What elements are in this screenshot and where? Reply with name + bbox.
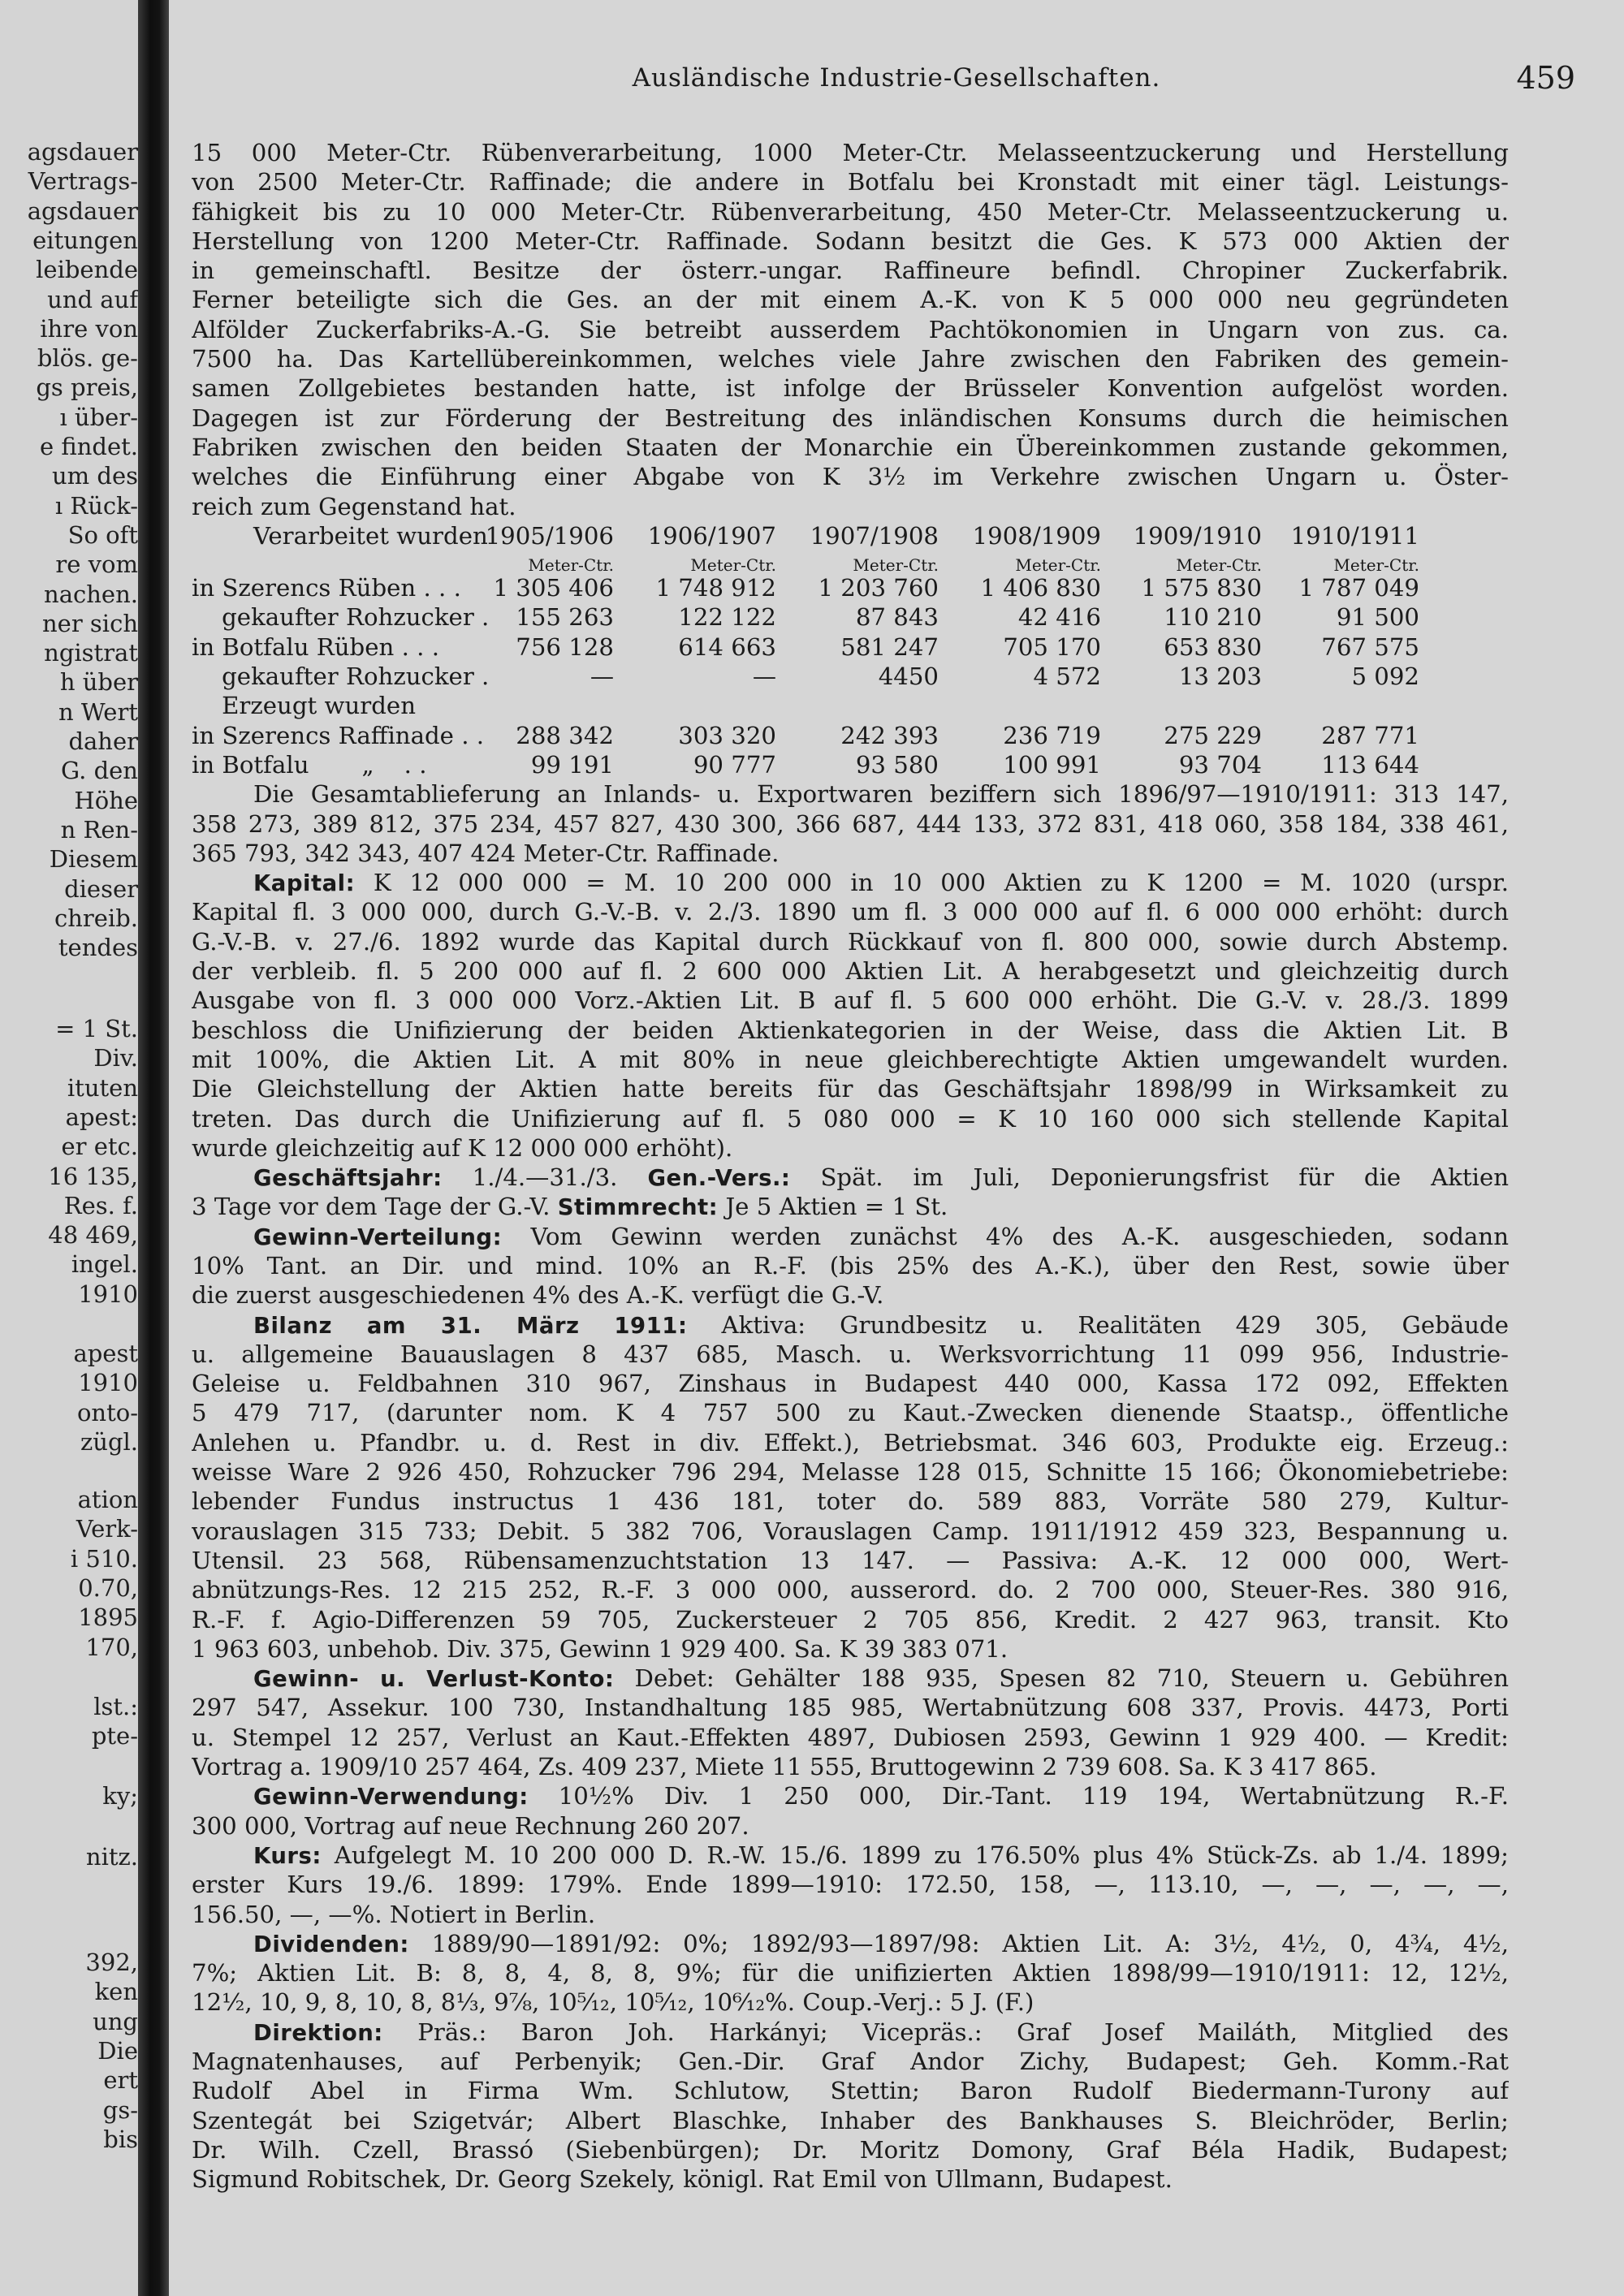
- text-line: [192, 1163, 1509, 1192]
- intro-paragraph: [192, 138, 1509, 521]
- line-text: Debet: Gehälter 188 935, Spesen 82 710, Steuern u. Gebühren: [634, 1664, 1509, 1693]
- kurs-section: [192, 1841, 1509, 1929]
- line-text: fähigkeit bis zu 10 000 Meter-Ctr. Rübenverarbeitung, 450 Meter-Ctr. Melasseentzuckerung u.: [192, 197, 1509, 226]
- text-line: [192, 2164, 1509, 2194]
- margin-fragment: Verk-: [76, 1515, 138, 1543]
- page: [169, 0, 1624, 2296]
- line-text: Vortrag a. 1909/10 257 464, Zs. 409 237, Miete 11 555, Bruttogewinn 2 739 608. Sa. K 3 417 865.: [192, 1753, 1377, 1781]
- text-line: [192, 1428, 1509, 1457]
- year-header: 1910/1911: [1290, 521, 1419, 550]
- text-line: [192, 1781, 1509, 1810]
- line-text: Aktiva: Grundbesitz u. Realitäten 429 305, Gebäude: [721, 1310, 1509, 1339]
- table-cell: 653 830: [1164, 632, 1262, 661]
- margin-fragment: Diesem: [49, 845, 138, 874]
- line-text: 1889/90—1891/92: 0%; 1892/93—1897/98: Aktien Lit. A: 3½, 4½, 0, 4¾, 4½,: [431, 1929, 1509, 1957]
- margin-fragment: Die: [97, 2036, 138, 2065]
- table-cell: 1 787 049: [1298, 574, 1419, 602]
- margin-fragment: ingel.: [71, 1250, 138, 1279]
- text-line: [192, 227, 1509, 256]
- margin-fragment: agsdauer: [27, 138, 138, 166]
- line-text: Sigmund Robitschek, Dr. Georg Szekely, königl. Rat Emil von Ullmann, Budapest.: [192, 2165, 1173, 2194]
- stimmrecht-text: Je 5 Aktien = 1 St.: [725, 1193, 948, 1221]
- direktion-section: [192, 2018, 1509, 2195]
- margin-fragment: leibende: [36, 256, 138, 284]
- text-line: [192, 868, 1509, 897]
- line-text: 300 000, Vortrag auf neue Rechnung 260 207.: [192, 1811, 749, 1840]
- text-line: [192, 344, 1509, 373]
- line-text: 156.50, —, —%. Notiert in Berlin.: [192, 1900, 596, 1928]
- margin-fragment: nachen.: [44, 580, 138, 608]
- line-text: Dr. Wilh. Czell, Brassó (Siebenbürgen); Dr. Moritz Domony, Graf Béla Hadik, Budapest;: [192, 2135, 1509, 2164]
- table-cell: 4450: [878, 662, 939, 691]
- text-line: [192, 1074, 1509, 1103]
- page-header: [169, 60, 1624, 104]
- book-gutter: [138, 0, 169, 2296]
- line-text: Kapital fl. 3 000 000, durch G.-V.-B. v. 2./3. 1890 um fl. 3 000 000 auf fl. 6 000 000 erhöht: durch: [192, 898, 1509, 926]
- margin-fragment: agsdauer: [27, 196, 138, 225]
- table-cell: 1 748 912: [655, 574, 776, 602]
- text-line: [192, 2076, 1509, 2105]
- table-cell: 42 416: [1017, 603, 1101, 632]
- margin-fragment: 1910: [78, 1280, 138, 1308]
- line-text: 358 273, 389 812, 375 234, 457 827, 430 300, 366 687, 444 133, 372 831, 418 060, 358 184, 338 461,: [192, 809, 1509, 838]
- text-line: [192, 927, 1509, 956]
- text-line: [192, 2135, 1509, 2164]
- margin-fragment: e findet.: [40, 433, 138, 460]
- text-line: [192, 1929, 1509, 1958]
- line-text: samen Zollgebietes bestanden hatte, ist infolge der Brüsseler Konvention aufgelöst worden.: [192, 374, 1509, 403]
- text-line: [192, 1045, 1509, 1074]
- margin-fragment: zügl.: [80, 1427, 138, 1456]
- margin-fragment: tendes: [58, 934, 138, 962]
- table-cell: 1 406 830: [980, 574, 1101, 602]
- margin-fragment: 1895: [78, 1603, 138, 1632]
- line-text: u. Stempel 12 257, Verlust an Kaut.-Effekten 4897, Dubiosen 2593, Gewinn 1 929 400. — Kredit:: [192, 1723, 1509, 1751]
- year-header: 1905/1906: [485, 521, 614, 550]
- geschaeftsjahr-section: [192, 1163, 1509, 1222]
- page-number: 459: [1516, 60, 1575, 96]
- margin-fragment: n Ren-: [60, 815, 138, 844]
- text-line: [192, 779, 1509, 809]
- text-line: [192, 492, 1509, 521]
- gen-vers-text: Spät. im Juli, Deponierungsfrist für die Aktien: [820, 1163, 1509, 1192]
- text-line: [192, 373, 1509, 403]
- table-row: [192, 632, 1509, 662]
- margin-fragment: 16 135,: [48, 1162, 138, 1190]
- geschaeftsjahr-text: 1./4.—31./3.: [472, 1163, 618, 1192]
- table-cell: 1 203 760: [818, 574, 939, 602]
- text-line: [192, 1016, 1509, 1045]
- text-line: [192, 1811, 1509, 1841]
- line-text: R.-F. f. Agio-Differenzen 59 705, Zuckersteuer 2 705 856, Kredit. 2 427 963, transit. Kto: [192, 1605, 1509, 1634]
- line-text: u. allgemeine Bauauslagen 8 437 685, Masch. u. Werksvorrichtung 11 099 956, Industrie-: [192, 1340, 1509, 1368]
- margin-fragment: 1910: [78, 1369, 138, 1397]
- text-line: [192, 2106, 1509, 2135]
- line-text: weisse Ware 2 926 450, Rohzucker 796 294, Melasse 128 015, Schnitte 15 166; Ökonomiebetriebe:: [192, 1458, 1509, 1487]
- text-line: [192, 433, 1509, 462]
- margin-fragment: ung: [93, 2007, 138, 2035]
- margin-fragment: bis: [103, 2125, 138, 2153]
- margin-fragment: onto-: [76, 1398, 138, 1426]
- margin-fragment: re vom: [55, 550, 138, 579]
- year-header: 1909/1910: [1133, 521, 1262, 550]
- table-cell: —: [590, 662, 614, 691]
- text-line: [192, 1693, 1509, 1722]
- margin-fragment: 0.70,: [78, 1573, 138, 1602]
- table-cell: 287 771: [1321, 721, 1419, 749]
- line-text: Präs.: Baron Joh. Harkányi; Vicepräs.: Graf Josef Mailáth, Mitglied des: [417, 2018, 1509, 2046]
- table-cell: 1 575 830: [1141, 574, 1262, 602]
- table-cell: 93 580: [855, 750, 939, 779]
- text-line: [192, 138, 1509, 167]
- table-cell: 5 092: [1351, 662, 1419, 691]
- table-cell: 99 191: [530, 750, 614, 779]
- unit-label: Meter-Ctr.: [690, 555, 776, 576]
- line-text: Geleise u. Feldbahnen 310 967, Zinshaus in Budapest 440 000, Kassa 172 092, Effekten: [192, 1370, 1509, 1398]
- text-line: [192, 1634, 1509, 1664]
- text-line: [192, 1487, 1509, 1516]
- gewinn-verwendung-section: [192, 1781, 1509, 1841]
- line-text: Fabriken zwischen den beiden Staaten der Monarchie ein Übereinkommen zustande gekommen,: [192, 433, 1509, 461]
- kurs-label: Kurs:: [253, 1842, 322, 1869]
- text-line: [192, 897, 1509, 926]
- text-line: [192, 256, 1509, 285]
- text-line: [192, 1517, 1509, 1546]
- margin-fragment: n Wert: [58, 697, 138, 726]
- text-line: [192, 839, 1509, 868]
- line-text: Ferner beteiligte sich die Ges. an der mit einem A.-K. von K 5 000 000 neu gegründeten: [192, 286, 1509, 314]
- kapital-section: [192, 868, 1509, 1163]
- text-line: [192, 1222, 1509, 1251]
- gesamtablieferung-paragraph: [192, 779, 1509, 868]
- table-cell: 113 644: [1321, 750, 1419, 779]
- line-text: in gemeinschaftl. Besitze der österr.-ungar. Raffineure befindl. Chropiner Zuckerfabrik.: [192, 257, 1509, 285]
- table-cell: 110 210: [1164, 603, 1262, 632]
- table-cell: 275 229: [1164, 721, 1262, 749]
- unit-label: Meter-Ctr.: [1015, 555, 1101, 576]
- margin-fragment: lst.:: [93, 1693, 138, 1720]
- margin-fragment: gs preis,: [36, 373, 138, 402]
- text-line: [192, 2047, 1509, 2076]
- table-cell: 4 572: [1033, 662, 1101, 691]
- line-text: Die Gleichstellung der Aktien hatte bereits für das Geschäftsjahr 1898/99 in Wirksamkeit zu: [192, 1075, 1509, 1103]
- margin-fragment: ı Rück-: [54, 491, 138, 520]
- line-text: Herstellung von 1200 Meter-Ctr. Raffinade. Sodann besitzt die Ges. K 573 000 Aktien der: [192, 227, 1509, 255]
- line-text: Alfölder Zuckerfabriks-A.-G. Sie betreibt ausserdem Pachtökonomien in Ungarn von zus. ca.: [192, 315, 1509, 343]
- margin-fragment: nitz.: [85, 1843, 138, 1871]
- table-cell: 581 247: [840, 632, 939, 661]
- table-cell: 242 393: [840, 721, 939, 749]
- margin-fragment: apest: [73, 1340, 138, 1367]
- margin-fragment: gs-: [102, 2095, 138, 2124]
- text-line: [192, 956, 1509, 986]
- margin-fragment: i 510.: [70, 1544, 138, 1573]
- table-cell: 122 122: [678, 603, 776, 632]
- table-cell: 236 719: [1003, 721, 1101, 749]
- line-text: Anlehen u. Pfandbr. u. d. Rest in div. Effekt.), Betriebsmat. 346 603, Produkte eig. Erzeug.:: [192, 1428, 1509, 1457]
- margin-fragment: ihre von: [40, 314, 138, 343]
- margin-fragment: Div.: [93, 1044, 138, 1072]
- table-cell: 756 128: [516, 632, 614, 661]
- dividenden-section: [192, 1929, 1509, 2018]
- line-text: Utensil. 23 568, Rübensamenzuchtstation 13 147. — Passiva: A.-K. 12 000 000, Wert-: [192, 1546, 1509, 1574]
- unit-label: Meter-Ctr.: [1333, 555, 1419, 576]
- line-text: mit 100%, die Aktien Lit. A mit 80% in neue gleichberechtigte Aktien umgewandelt wurden.: [192, 1045, 1509, 1073]
- line-text: 1 963 603, unbehob. Div. 375, Gewinn 1 929 400. Sa. K 39 383 071.: [192, 1634, 1009, 1663]
- margin-fragment: eitungen: [32, 226, 138, 254]
- text-line: [192, 1752, 1509, 1781]
- text-line: [192, 1340, 1509, 1369]
- line-text: Dagegen ist zur Förderung der Bestreitung des inländischen Konsums durch die heimischen: [192, 404, 1509, 432]
- table-cell: 614 663: [678, 632, 776, 661]
- text-line: [192, 1900, 1509, 1929]
- unit-label: Meter-Ctr.: [1176, 555, 1262, 576]
- kapital-label: Kapital:: [253, 870, 356, 897]
- text-line: [192, 1723, 1509, 1752]
- text-line: [192, 2018, 1509, 2047]
- line-text: G.-V.-B. v. 27./6. 1892 wurde das Kapital durch Rückkauf von fl. 800 000, sowie durch Abstemp.: [192, 927, 1509, 956]
- line-text: von 2500 Meter-Ctr. Raffinade; die andere in Botfalu bei Kronstadt mit einer tägl. Leistungs-: [192, 168, 1509, 196]
- line-text: 7%; Aktien Lit. B: 8, 8, 4, 8, 8, 9%; für die unifizierten Aktien 1898/99—1910/1911: 12, 12½,: [192, 1959, 1509, 1987]
- bilanz-section: [192, 1310, 1509, 1664]
- text-line: [192, 1546, 1509, 1575]
- guv-label: Gewinn- u. Verlust-Konto:: [253, 1666, 615, 1693]
- line-text: 10½% Div. 1 250 000, Dir.-Tant. 119 194, Wertabnützung R.-F.: [558, 1782, 1509, 1810]
- row-label: gekaufter Rohzucker .: [192, 603, 490, 632]
- margin-fragment: Vertrags-: [28, 167, 138, 196]
- line-text: Rudolf Abel in Firma Wm. Schlutow, Stettin; Baron Rudolf Biedermann-Turony auf: [192, 2077, 1509, 2105]
- table-row: [192, 721, 1509, 750]
- row-label: Erzeugt wurden: [192, 692, 416, 720]
- table-row: [192, 602, 1509, 632]
- text-line: [192, 1104, 1509, 1133]
- table-cell: 705 170: [1003, 632, 1101, 661]
- margin-fragment: chreib.: [54, 904, 138, 932]
- line-text: abnützungs-Res. 12 215 252, R.-F. 3 000 000, ausserord. do. 2 700 000, Steuer-Res. 380 916,: [192, 1576, 1509, 1604]
- page-body: [192, 138, 1509, 2194]
- table-cell: 100 991: [1003, 750, 1101, 779]
- margin-fragment: ation: [77, 1486, 138, 1513]
- margin-fragment: ner sich: [42, 609, 138, 637]
- text-line: [192, 986, 1509, 1015]
- text-line: [192, 167, 1509, 196]
- margin-fragment: er etc.: [61, 1133, 138, 1161]
- line-text: 297 547, Assekur. 100 730, Instandhaltung 185 985, Wertabnützung 608 337, Provis. 4473, Porti: [192, 1694, 1509, 1722]
- text-line: [192, 1133, 1509, 1163]
- gen-vers-label: Gen.-Vers.:: [647, 1165, 791, 1192]
- text-line: [192, 1310, 1509, 1340]
- row-label: gekaufter Rohzucker .: [192, 662, 490, 691]
- year-header: 1906/1907: [647, 521, 776, 550]
- text-line: [192, 1958, 1509, 1987]
- table-cell: 1 305 406: [493, 574, 614, 602]
- margin-fragment: und auf: [47, 285, 138, 313]
- guv-section: [192, 1664, 1509, 1781]
- margin-fragment: dieser: [64, 874, 138, 903]
- line-text: Aufgelegt M. 10 200 000 D. R.-W. 15./6. 1899 zu 176.50% plus 4% Stück-Zs. ab 1./4. 1899;: [334, 1841, 1509, 1869]
- line-text: 7500 ha. Das Kartellübereinkommen, welches viele Jahre zwischen den Fabriken des gemein-: [192, 345, 1509, 373]
- bilanz-label: Bilanz am 31. März 1911:: [253, 1312, 688, 1339]
- table-cell: 288 342: [516, 721, 614, 749]
- table-cell: 13 203: [1178, 662, 1262, 691]
- text-line: [192, 1280, 1509, 1310]
- text-line: [192, 315, 1509, 344]
- unit-row: [192, 550, 1509, 576]
- text-line: [192, 1841, 1509, 1870]
- margin-fragment: Res. f.: [63, 1191, 138, 1219]
- line-text: 365 793, 342 343, 407 424 Meter-Ctr. Raffinade.: [192, 839, 780, 867]
- line-text: der verbleib. fl. 5 200 000 auf fl. 2 600 000 Aktien Lit. A herabgesetzt und gleichzeitig durch: [192, 957, 1509, 986]
- margin-fragment: ituten: [67, 1073, 138, 1102]
- table-cell: 155 263: [516, 603, 614, 632]
- gewinn-verwendung-label: Gewinn-Verwendung:: [253, 1784, 529, 1810]
- text-line: [192, 1369, 1509, 1398]
- table-row: [192, 691, 1509, 720]
- table-cell: 87 843: [855, 603, 939, 632]
- line-text: 12½, 10, 9, 8, 10, 8, 8⅓, 9⅞, 10⁵⁄₁₂, 10⁵⁄₁₂, 10⁶⁄₁₂%. Coup.-Verj.: 5 J. (F.): [192, 1988, 1034, 2017]
- table-cell: 91 500: [1336, 603, 1419, 632]
- previous-page-margin: [0, 0, 138, 2296]
- table-row: [192, 750, 1509, 779]
- stimmrecht-label: Stimmrecht:: [557, 1194, 719, 1221]
- production-table: [192, 521, 1509, 779]
- margin-fragment: 48 469,: [48, 1221, 138, 1249]
- margin-fragment: um des: [51, 462, 138, 490]
- table-cell: 767 575: [1321, 632, 1419, 661]
- margin-fragment: ken: [94, 1978, 138, 2006]
- direktion-label: Direktion:: [253, 2019, 383, 2046]
- table-cell: 303 320: [678, 721, 776, 749]
- text-line: [192, 1457, 1509, 1487]
- table-cell: 93 704: [1178, 750, 1262, 779]
- line-text: erster Kurs 19./6. 1899: 179%. Ende 1899—1910: 172.50, 158, —, 113.10, —, —, —, —, —,: [192, 1871, 1509, 1899]
- year-header: 1908/1909: [972, 521, 1101, 550]
- text-line: [192, 462, 1509, 491]
- margin-fragment: ert: [103, 2066, 138, 2095]
- line-text: Die Gesamtablieferung an Inlands- u. Exportwaren beziffern sich 1896/97—1910/1911: 313 147,: [253, 780, 1509, 809]
- line-text: lebender Fundus instructus 1 436 181, toter do. 589 883, Vorräte 580 279, Kultur-: [192, 1487, 1509, 1516]
- line-text: Szentegát bei Szigetvár; Albert Blaschke, Inhaber des Bankhauses S. Bleichröder, Berlin;: [192, 2106, 1509, 2134]
- unit-label: Meter-Ctr.: [528, 555, 614, 576]
- line-text: K 12 000 000 = M. 10 200 000 in 10 000 Aktien zu K 1200 = M. 1020 (urspr.: [373, 869, 1509, 897]
- gewinn-verteilung-label: Gewinn-Verteilung:: [253, 1224, 503, 1250]
- margin-fragment: ngistrat: [44, 639, 138, 667]
- margin-fragment: pte-: [91, 1722, 138, 1750]
- text-line: [192, 285, 1509, 314]
- line-text: 15 000 Meter-Ctr. Rübenverarbeitung, 1000 Meter-Ctr. Melasseentzuckerung und Herstellung: [192, 139, 1509, 166]
- text-line: [192, 1605, 1509, 1634]
- gewinn-verteilung-section: [192, 1222, 1509, 1310]
- margin-fragment: So oft: [67, 520, 138, 549]
- year-header: 1907/1908: [810, 521, 939, 550]
- gen-vers-text-2: 3 Tage vor dem Tage der G.-V.: [192, 1193, 551, 1221]
- text-line: [192, 1192, 1509, 1221]
- row-label: in Szerencs Rüben . . .: [192, 574, 461, 602]
- text-line: [192, 404, 1509, 433]
- line-text: 10% Tant. an Dir. und mind. 10% an R.-F. (bis 25% des A.-K.), über den Rest, sowie über: [192, 1251, 1509, 1280]
- margin-fragment: ky;: [102, 1782, 138, 1810]
- running-title: Ausländische Industrie-Gesellschaften.: [632, 63, 1161, 93]
- line-text: Ausgabe von fl. 3 000 000 Vorz.-Aktien Lit. B auf fl. 5 600 000 erhöht. Die G.-V. v. 28./3. 1899: [192, 986, 1509, 1015]
- row-label: in Botfalu Rüben . . .: [192, 632, 439, 661]
- row-label: in Szerencs Raffinade . .: [192, 721, 485, 749]
- text-line: [192, 1870, 1509, 1899]
- line-text: 5 479 717, (darunter nom. K 4 757 500 zu Kaut.-Zwecken dienende Staatsp., öffentliche: [192, 1399, 1509, 1427]
- line-text: vorauslagen 315 733; Debit. 5 382 706, Vorauslagen Camp. 1911/1912 459 323, Bespannung u.: [192, 1517, 1509, 1545]
- table-cell: —: [752, 662, 776, 691]
- unit-label: Meter-Ctr.: [853, 555, 939, 576]
- geschaeftsjahr-label: Geschäftsjahr:: [253, 1165, 443, 1192]
- line-text: Magnatenhauses, auf Perbenyik; Gen.-Dir. Graf Andor Zichy, Budapest; Geh. Komm.-Rat: [192, 2048, 1509, 2075]
- line-text: die zuerst ausgeschiedenen 4% des A.-K. verfügt die G.-V.: [192, 1281, 884, 1310]
- line-text: Vom Gewinn werden zunächst 4% des A.-K. ausgeschieden, sodann: [530, 1222, 1509, 1250]
- line-text: beschloss die Unifizierung der beiden Aktienkategorien in der Weise, dass die Aktien Lit. B: [192, 1016, 1509, 1044]
- table-cell: 90 777: [693, 750, 776, 779]
- margin-fragment: = 1 St.: [55, 1015, 138, 1042]
- margin-fragment: daher: [68, 727, 138, 755]
- margin-fragment: ı über-: [59, 403, 138, 431]
- dividenden-label: Dividenden:: [253, 1931, 409, 1957]
- table-header-label: Verarbeitet wurden: [253, 521, 488, 550]
- margin-fragment: 170,: [85, 1633, 138, 1661]
- text-line: [192, 1575, 1509, 1604]
- table-row: [192, 573, 1509, 602]
- margin-fragment: apest:: [65, 1103, 138, 1131]
- margin-fragment: 392,: [85, 1949, 138, 1976]
- margin-fragment: Höhe: [74, 786, 138, 814]
- line-text: wurde gleichzeitig auf K 12 000 000 erhöht).: [192, 1133, 733, 1162]
- line-text: treten. Das durch die Unifizierung auf fl. 5 080 000 = K 10 160 000 sich stellende Kapital: [192, 1104, 1509, 1133]
- text-line: [192, 809, 1509, 839]
- table-header-row: [192, 521, 1509, 550]
- margin-fragment: blös. ge-: [37, 344, 138, 373]
- text-line: [192, 1664, 1509, 1693]
- row-label: in Botfalu „ . .: [192, 750, 427, 779]
- margin-fragment: h über: [59, 668, 138, 697]
- text-line: [192, 1987, 1509, 2017]
- line-text: welches die Einführung einer Abgabe von K 3½ im Verkehre zwischen Ungarn u. Öster-: [192, 463, 1509, 491]
- text-line: [192, 1398, 1509, 1427]
- table-row: [192, 662, 1509, 691]
- text-line: [192, 1251, 1509, 1280]
- text-line: [192, 197, 1509, 227]
- line-text: reich zum Gegenstand hat.: [192, 492, 516, 520]
- margin-fragment: G. den: [61, 757, 138, 785]
